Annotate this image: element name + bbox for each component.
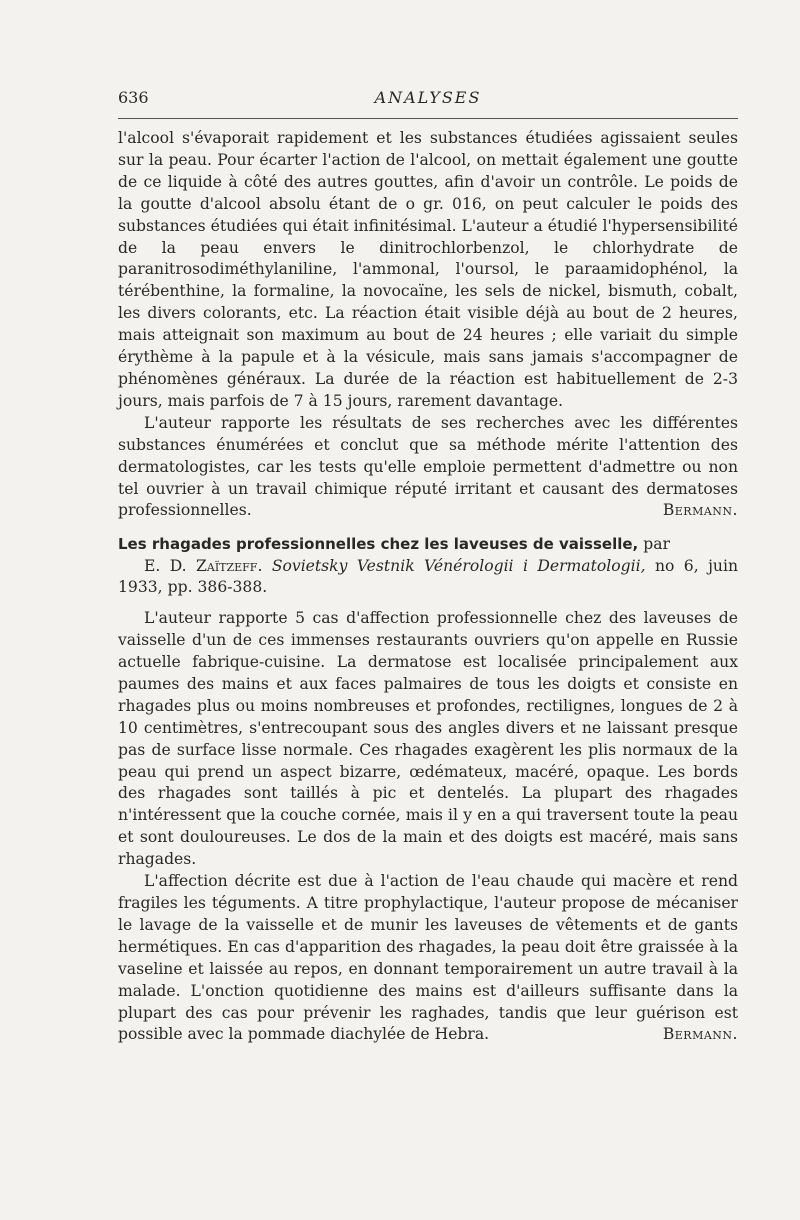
article-journal: Sovietsky Vestnik Vénérologii i Dermatologii,: [271, 557, 646, 576]
page-body: [118, 128, 738, 1046]
section1-paragraph1: l'alcool s'évaporait rapidement et les substances étudiées agissaient seules sur la peau. Pour écarter l'action de l'alcool, on mettait également une goutte de ce liquide à côté des autres gouttes, afin d'avoir un contrôle. Le poids de la goutte d'alcool absolu étant de o gr. 016, on peut calculer le poids des substances étudiées qui était infinitésimal. L'auteur a étudié l'hypersensibilité de la peau envers le dinitrochlorbenzol, le chlorhydrate de paranitrosodiméthylaniline, l'ammonal, l'oursol, le paraamidophénol, la térébenthine, la formaline, la novocaïne, les sels de nickel, bismuth, cobalt, les divers colorants, etc. La réaction était visible déjà au bout de 2 heures, mais atteignait son maximum au bout de 24 heures ; elle variait du simple érythème à la papule et à la vésicule, mais sans jamais s'accompagner de phénomènes généraux. La durée de la réaction est habituellement de 2-3 jours, mais parfois de 7 à 15 jours, rarement davantage.: [118, 129, 738, 410]
section1-signature: Bermann.: [662, 501, 738, 520]
section2-paragraph1: L'auteur rapporte 5 cas d'affection professionnelle chez des laveuses de vaisselle d'un de ces immenses restaurants ouvriers qu'on appelle en Russie actuelle fabrique-cuisine. La dermatose est localisée principalement aux paumes des mains et aux faces palmaires de tous les doigts et consiste en rhagades plus ou moins nombreuses et profondes, rectilignes, longues de 2 à 10 centimètres, s'entrecoupant sous des angles divers et ne laissant presque pas de surface lisse normale. Ces rhagades exagèrent les plis normaux de la peau qui prend un aspect bizarre, œdémateux, macéré, opaque. Les bords des rhagades sont taillés à pic et dentelés. La plupart des rhagades n'intéressent que la couche cornée, mais il y en a qui traversent toute la peau et sont douloureuses. Le dos de la main et des doigts est macéré, mais sans rhagades.: [118, 609, 738, 869]
section1-paragraph2: L'auteur rapporte les résultats de ses recherches avec les différentes substances énumérées et conclut que sa méthode mérite l'attention des dermatologistes, car les tests qu'elle emploie permettent d'admettre ou non tel ouvrier à un travail chimique réputé irritant et causant des dermatoses professionnelles. Bermann.: [118, 413, 738, 523]
header-rule: [118, 118, 738, 119]
article-by: par: [643, 535, 670, 554]
article-title: Les rhagades professionnelles chez les laveuses de vaisselle,: [118, 535, 639, 554]
page-number: 636: [118, 88, 149, 107]
article-title-line: [118, 534, 738, 556]
page-header: [118, 88, 738, 112]
section2-paragraph2: L'affection décrite est due à l'action de l'eau chaude qui macère et rend fragiles les téguments. A titre prophylactique, l'auteur propose de mécaniser le lavage de la vaisselle et de munir les laveuses de vêtements et de gants hermétiques. En cas d'apparition des rhagades, la peau doit être graissée à la vaseline et laissée au repos, en donnant temporairement un autre travail à la malade. L'onction quotidienne des mains est d'ailleurs suffisante dans la plupart des cas pour prévenir les raghades, tandis que leur guérison est possible avec la pommade diachylée de Hebra. Bermann.: [118, 871, 738, 1046]
section2: [118, 608, 738, 1046]
article-reference: [118, 556, 738, 598]
running-title: ANALYSES: [374, 88, 482, 107]
article-heading: [118, 534, 738, 598]
article-issue: no 6, juin 1933, pp. 386-388.: [118, 557, 738, 597]
article-author: E. D. Zaïtzeff.: [144, 557, 263, 576]
section2-signature: Bermann.: [662, 1025, 738, 1044]
